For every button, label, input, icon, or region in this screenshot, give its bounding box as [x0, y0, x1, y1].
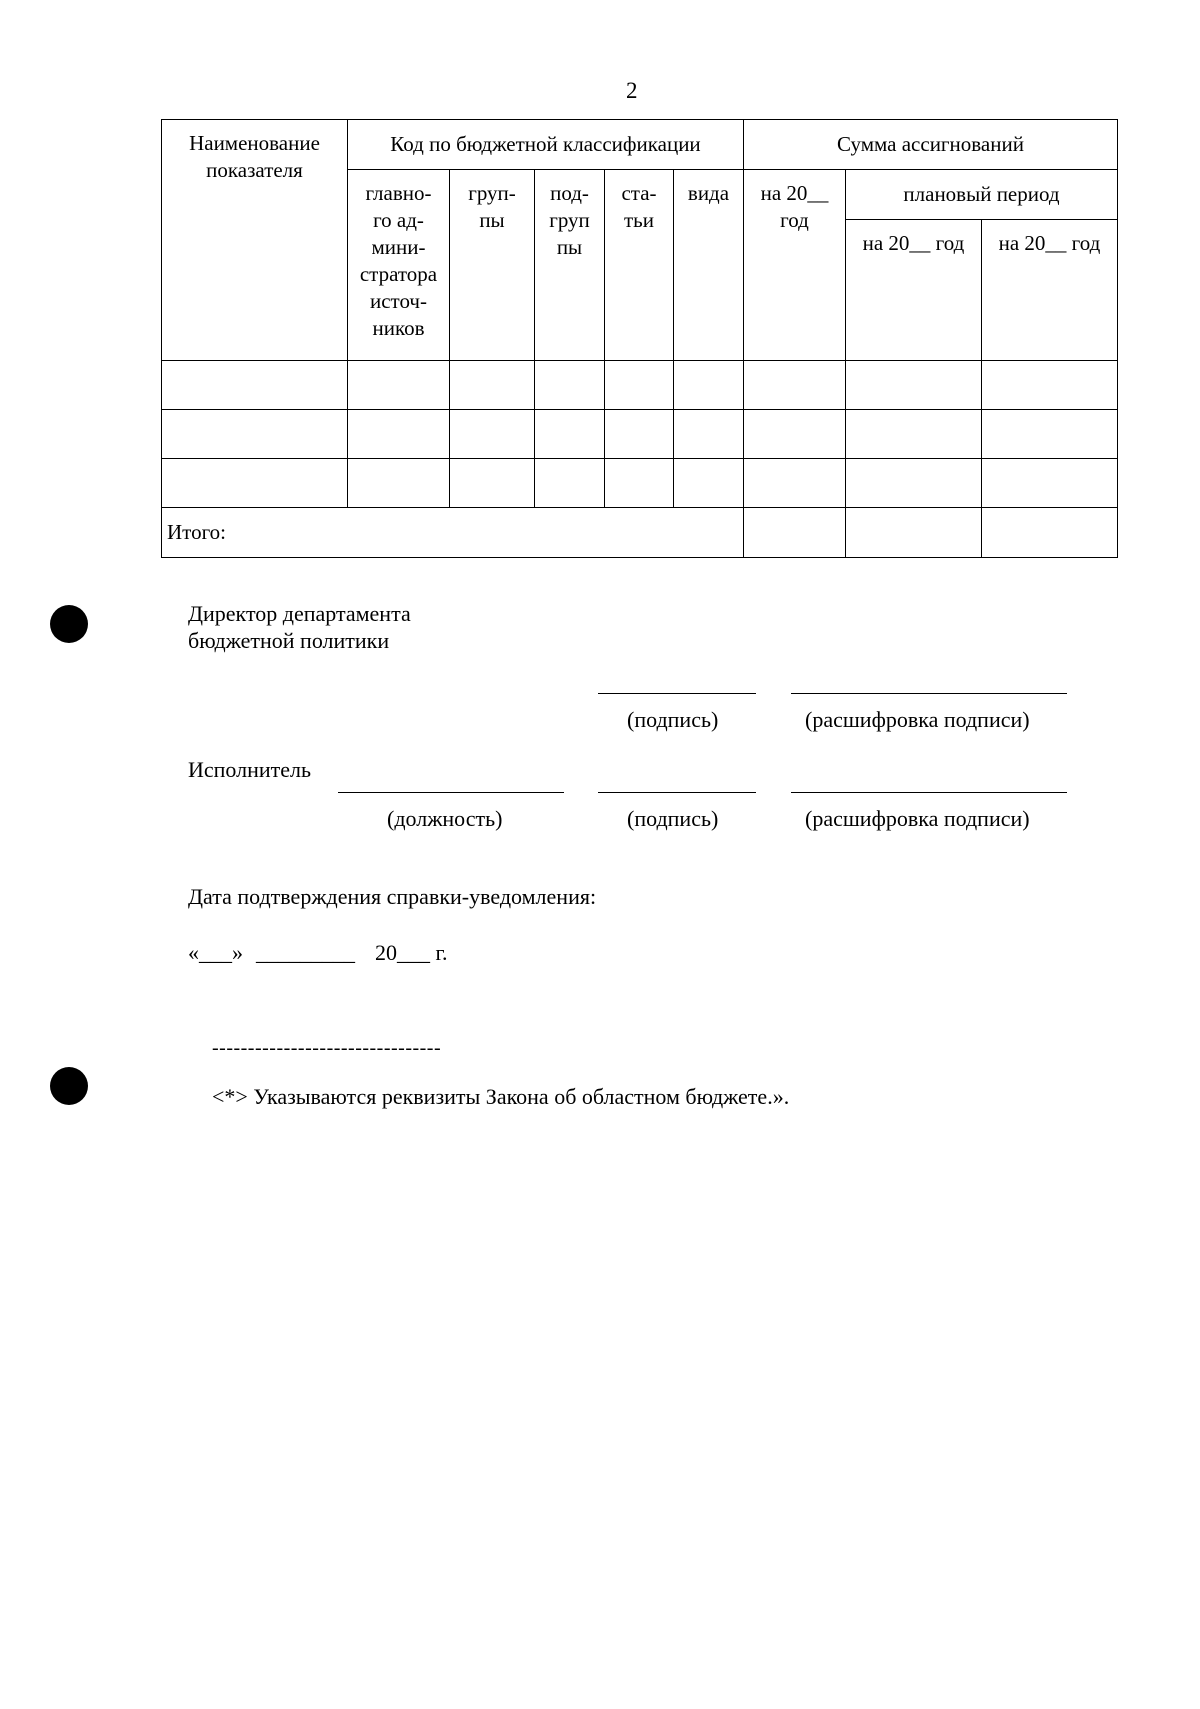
executor-label: Исполнитель — [188, 757, 312, 782]
header-group: груп- пы — [450, 170, 535, 361]
director-decoding-line[interactable] — [791, 693, 1067, 694]
table-cell[interactable] — [162, 459, 348, 508]
header-indicator-name: Наименование показателя — [162, 120, 348, 361]
confirmation-date-day[interactable]: «___» — [188, 940, 243, 965]
table-cell[interactable] — [846, 459, 982, 508]
total-cell-plan-year-2[interactable] — [982, 508, 1118, 558]
header-kind: вида — [674, 170, 744, 361]
director-signature-line[interactable] — [598, 693, 756, 694]
table-cell[interactable] — [982, 361, 1118, 410]
header-current-year: на 20__ год — [744, 170, 846, 361]
header-main-admin: главно- го ад- мини- стратора источ- ников — [348, 170, 450, 361]
executor-position-line[interactable] — [338, 792, 564, 793]
table-cell[interactable] — [744, 361, 846, 410]
total-cell-current-year[interactable] — [744, 508, 846, 558]
header-article: ста- тьи — [605, 170, 674, 361]
table-cell[interactable] — [348, 361, 450, 410]
director-signature-caption: (подпись) — [627, 707, 719, 732]
table-cell[interactable] — [535, 410, 605, 459]
table-cell[interactable] — [450, 459, 535, 508]
table-cell[interactable] — [674, 361, 744, 410]
table-cell[interactable] — [535, 459, 605, 508]
table-cell[interactable] — [450, 410, 535, 459]
header-plan-year-2: на 20__ год — [982, 220, 1118, 361]
total-cell-plan-year-1[interactable] — [846, 508, 982, 558]
table-row — [162, 361, 1118, 410]
executor-decoding-line[interactable] — [791, 792, 1067, 793]
table-row — [162, 459, 1118, 508]
header-appropriation-sum: Сумма ассигнований — [744, 120, 1118, 170]
table-cell[interactable] — [605, 410, 674, 459]
table-cell[interactable] — [605, 459, 674, 508]
table-cell[interactable] — [982, 410, 1118, 459]
punch-hole-top — [50, 605, 88, 643]
confirmation-date-year[interactable]: 20___ г. — [375, 940, 448, 965]
director-decoding-caption: (расшифровка подписи) — [805, 707, 1030, 732]
executor-position-caption: (должность) — [387, 806, 503, 831]
header-subgroup: под- груп пы — [535, 170, 605, 361]
footnote-text: <*> Указываются реквизиты Закона об областном бюджете.». — [212, 1084, 790, 1109]
director-title-line2: бюджетной политики — [188, 628, 390, 653]
confirmation-date-month[interactable]: _________ — [256, 940, 355, 965]
table-cell[interactable] — [535, 361, 605, 410]
table-cell[interactable] — [162, 361, 348, 410]
table-cell[interactable] — [744, 459, 846, 508]
executor-decoding-caption: (расшифровка подписи) — [805, 806, 1030, 831]
table-cell[interactable] — [162, 410, 348, 459]
confirmation-date-label: Дата подтверждения справки-уведомления: — [188, 884, 597, 909]
table-cell[interactable] — [744, 410, 846, 459]
footnote-separator: -------------------------------- — [212, 1037, 442, 1059]
executor-signature-caption: (подпись) — [627, 806, 719, 831]
punch-hole-bottom — [50, 1067, 88, 1105]
budget-appropriation-table — [161, 119, 1118, 558]
header-planning-period: плановый период — [846, 170, 1118, 220]
page-number: 2 — [626, 78, 638, 103]
table-cell[interactable] — [846, 410, 982, 459]
table-cell[interactable] — [674, 459, 744, 508]
table-cell[interactable] — [846, 361, 982, 410]
table-cell[interactable] — [348, 459, 450, 508]
table-cell[interactable] — [605, 361, 674, 410]
executor-signature-line[interactable] — [598, 792, 756, 793]
table-cell[interactable] — [348, 410, 450, 459]
total-label: Итого: — [162, 508, 744, 558]
table-cell[interactable] — [450, 361, 535, 410]
total-row — [162, 508, 1118, 558]
header-budget-code: Код по бюджетной классификации — [348, 120, 744, 170]
director-title-line1: Директор департамента — [188, 601, 411, 626]
table-cell[interactable] — [982, 459, 1118, 508]
table-row — [162, 410, 1118, 459]
table-cell[interactable] — [674, 410, 744, 459]
header-plan-year-1: на 20__ год — [846, 220, 982, 361]
